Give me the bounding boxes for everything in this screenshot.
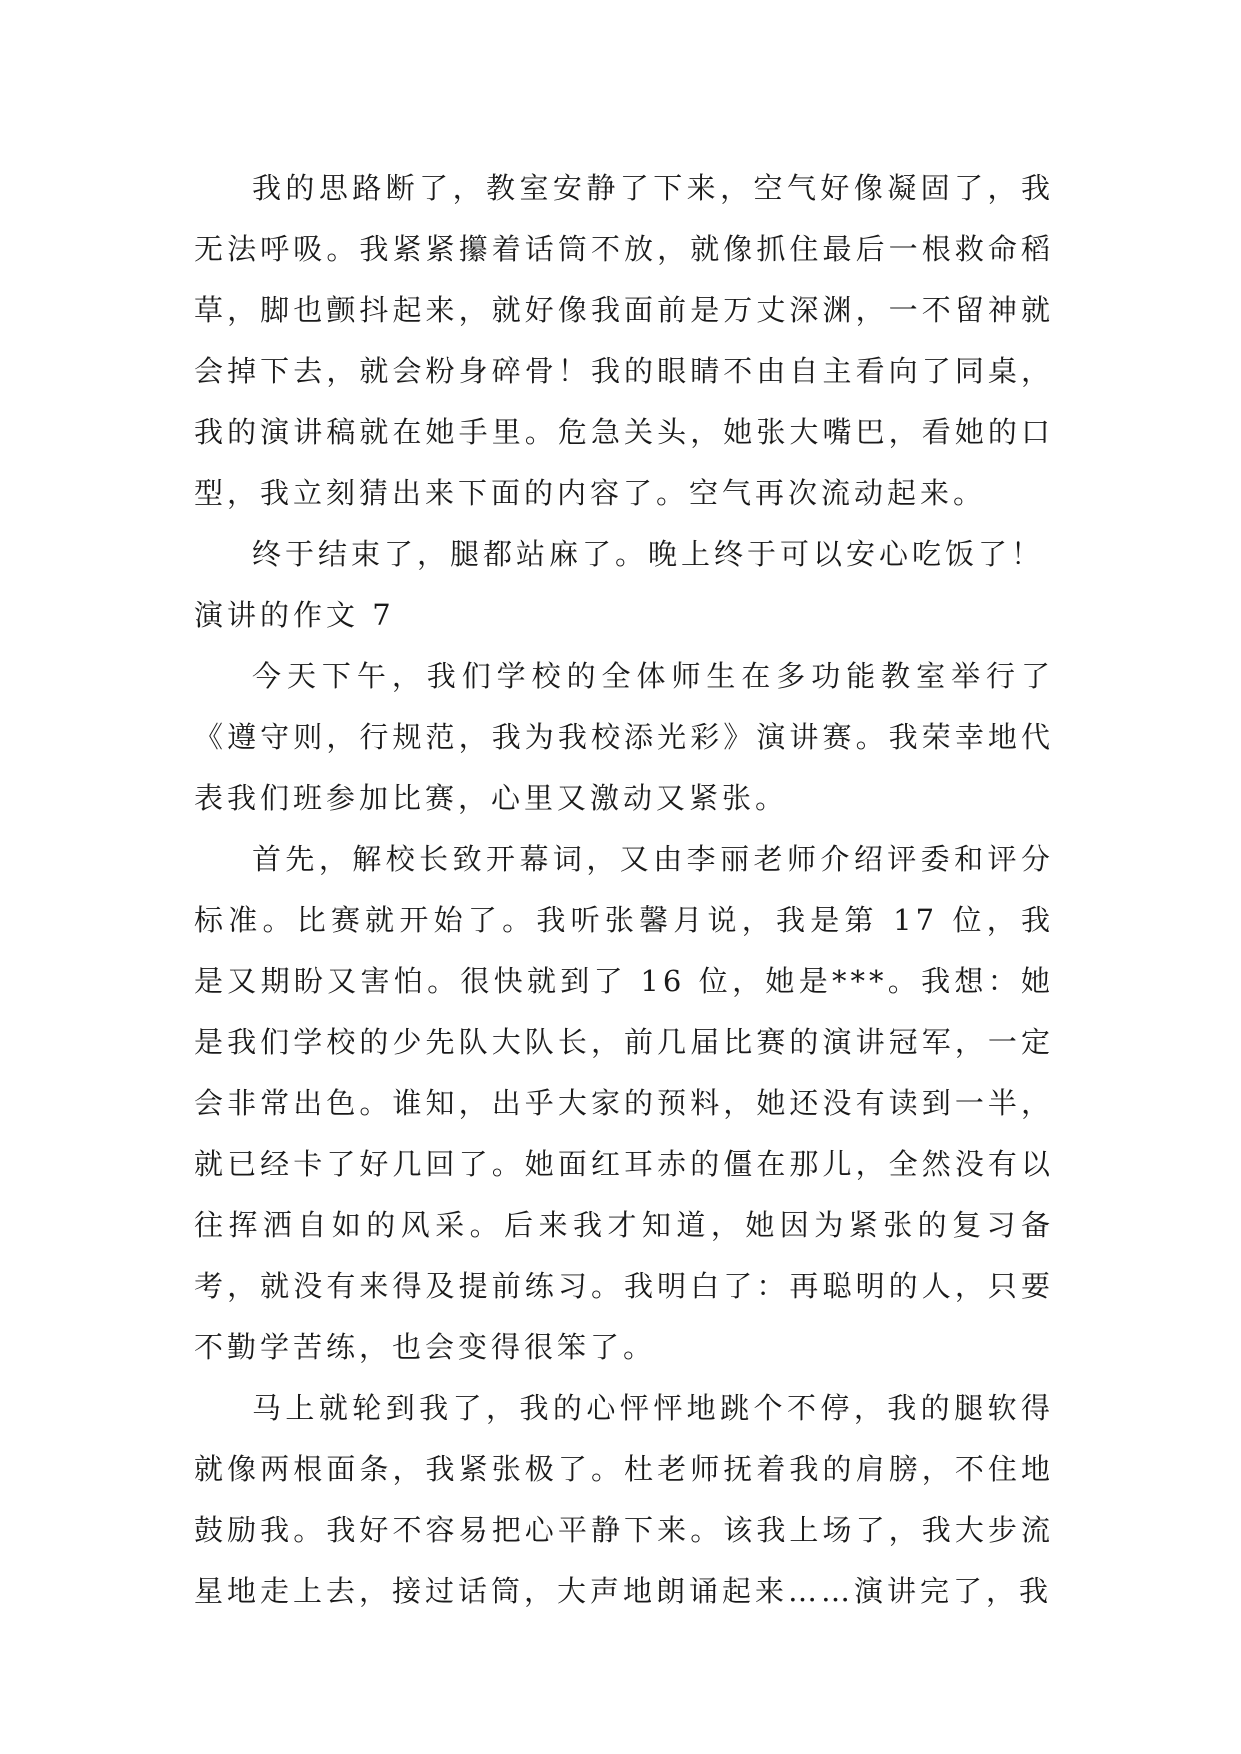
document-body: [194, 158, 1054, 1622]
paragraph: 今天下午，我们学校的全体师生在多功能教室举行了《遵守则，行规范，我为我校添光彩》演讲赛。我荣幸地代表我们班参加比赛，心里又激动又紧张。: [194, 659, 1054, 815]
paragraph: 我的思路断了，教室安静了下来，空气好像凝固了，我无法呼吸。我紧紧攥着话筒不放，就像抓住最后一根救命稻草，脚也颤抖起来，就好像我面前是万丈深渊，一不留神就会掉下去，就会粉身碎骨！我的眼睛不由自主看向了同桌，我的演讲稿就在她手里。危急关头，她张大嘴巴，看她的口型，我立刻猜出来下面的内容了。空气再次流动起来。: [194, 171, 1054, 510]
paragraph: 终于结束了，腿都站麻了。晚上终于可以安心吃饭了！: [252, 537, 1045, 571]
paragraph: 首先，解校长致开幕词，又由李丽老师介绍评委和评分标准。比赛就开始了。我听张馨月说，我是第 17 位，我是又期盼又害怕。很快就到了 16 位，她是***。我想：她是我们学校的少先队大队长，前几届比赛的演讲冠军，一定会非常出色。谁知，出乎大家的预料，她还没有读到一半，就已经卡了好几回了。她面红耳赤的僵在那儿，全然没有以往挥洒自如的风采。后来我才知道，她因为紧张的复习备考，就没有来得及提前练习。我明白了：再聪明的人，只要不勤学苦练，也会变得很笨了。: [194, 842, 1054, 1364]
paragraph: 马上就轮到我了，我的心怦怦地跳个不停，我的腿软得就像两根面条，我紧张极了。杜老师抚着我的肩膀，不住地鼓励我。我好不容易把心平静下来。该我上场了，我大步流星地走上去，接过话筒，大声地朗诵起来……演讲完了，我: [194, 1391, 1054, 1608]
section-heading: 演讲的作文 7: [194, 598, 395, 632]
